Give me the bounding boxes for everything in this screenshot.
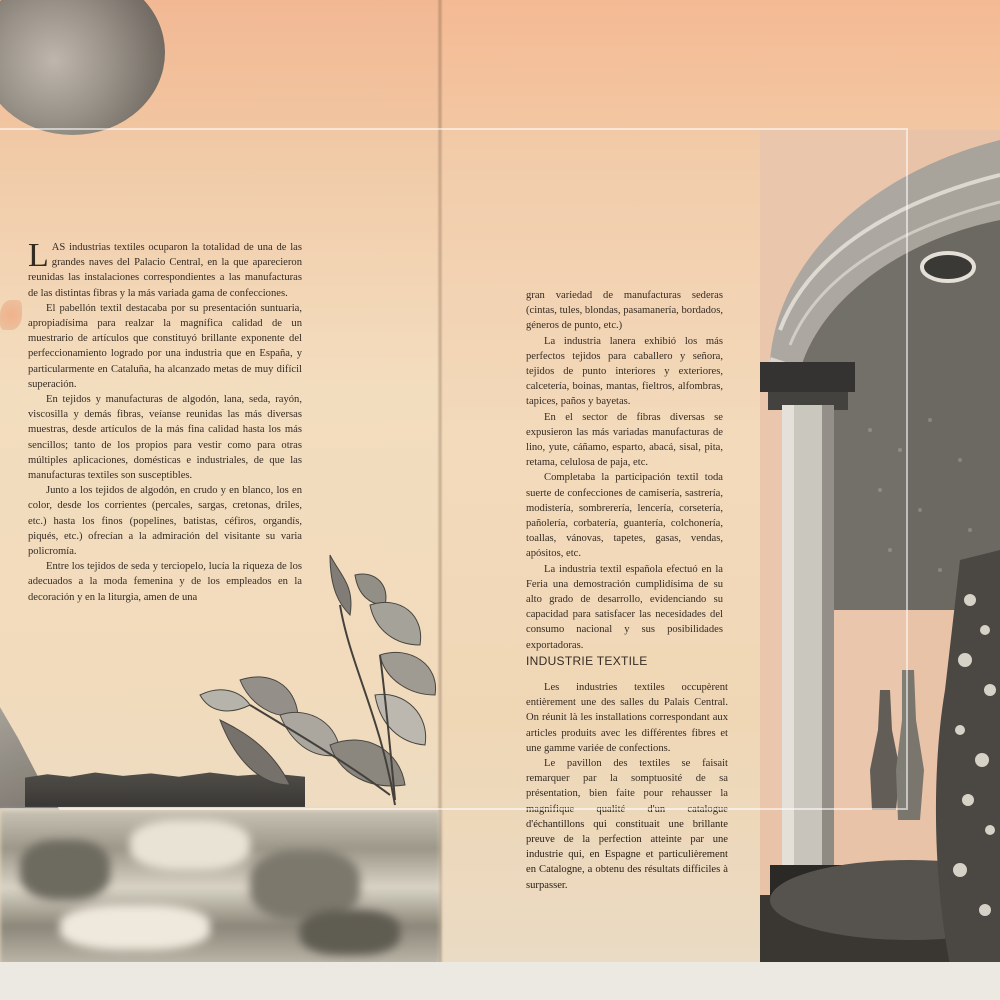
bottom-blurred-photo xyxy=(0,810,440,965)
right-es-paragraph-1: gran variedad de manufacturas sederas (cintas, tules, blondas, pasamanería, bordados, géneros de punto, etc.) xyxy=(526,290,723,332)
bottom-edge xyxy=(0,962,1000,1000)
right-es-paragraph-3: En el sector de fibras diversas se expusieron las más variadas manufacturas de lino, yute, cáñamo, esparto, abacá, sisal, pita, retama, celulosa de paja, etc. xyxy=(526,411,723,469)
left-paragraph-3: En tejidos y manufacturas de algodón, lana, seda, rayón, viscosilla y demás fibras, veíanse reunidas las más diversas muestras, desde artículos de la más fina calidad hasta los más sencillos; tanto de los propios para vestir como para otras múltiples aplicaciones, domésticas e industriales, de que las manufacturas textiles son susceptibles. xyxy=(28,394,302,482)
right-es-paragraph-4: Completaba la participación textil toda suerte de confecciones de camisería, sastrería, modistería, sombrerería, lencería, corsetería, pañolería, corbatería, guantería, colchonería, toallas, vánovas, tapetes, gasas, vendas, apósitos, etc. xyxy=(526,472,723,560)
left-paragraph-5: Entre los tejidos de seda y terciopelo, lucía la riqueza de los adecuados a la moda femenina y de los empleados en la decoración y en la liturgia, amen de una xyxy=(28,561,302,603)
right-es-paragraph-2: La industria lanera exhibió los más perfectos tejidos para caballero y señora, tejidos de punto interiores y exteriores, calcetería, boinas, mantas, fieltros, alfombras, tapices, paños y bayetas. xyxy=(526,335,723,408)
right-es-paragraph-5: La industria textil española efectuó en la Feria una demostración cumplidísima de su alto grado de desarrollo, evidenciando su capacidad para satisfacer las necesidades del consumo nacional y sus posibilidades exportadoras. xyxy=(526,563,723,651)
plastic-sleeve-overlay xyxy=(0,128,908,810)
left-paragraph-1-text: AS industrias textiles ocuparon la totalidad de una de las grandes naves del Palacio Central, en la que aparecieron reunidas las instalaciones correspondientes a las manufacturas de las distintas fibras y la más variada gama de confecciones. xyxy=(28,242,302,299)
right-fr-paragraph-1: Les industries textiles occupèrent entièrement une des salles du Palais Central. On réunit là les installations correspondant aux articles produits avec les différentes fibres et une gamme variée de confections. xyxy=(526,682,728,754)
french-section-heading: INDUSTRIE TEXTILE xyxy=(526,654,648,668)
right-fr-paragraph-2: Le pavillon des textiles se faisait remarquer par la somptuosité de sa présentation, bien faite pour rehausser la magnifique qualité d'un catalogue d'échantillons qui constituait une brillante preuve de la perfection atteinte par une industrie qui, en Espagne et particulièrement en Catalogne, a obtenu des résultats difficiles à surpasser. xyxy=(526,758,728,891)
left-paragraph-2: El pabellón textil destacaba por su presentación suntuaria, apropiadísima para realzar la magnífica calidad de un muestrario de artículos que constituyó brillante exponente del perfeccionamiento logrado por una industria que en España, y particularmente en Cataluña, ha alcanzado metas de muy difícil superación. xyxy=(28,302,302,390)
left-paragraph-4: Junto a los tejidos de algodón, en crudo y en blanco, los en color, desde los corrientes (percales, sargas, cretonas, driles, etc.) hasta los finos (popelines, batistas, céfiros, organdís, piqués, etc.) ofrecían a la admiración del visitante su varia policromía. xyxy=(28,485,302,558)
drop-cap: L xyxy=(28,237,49,274)
